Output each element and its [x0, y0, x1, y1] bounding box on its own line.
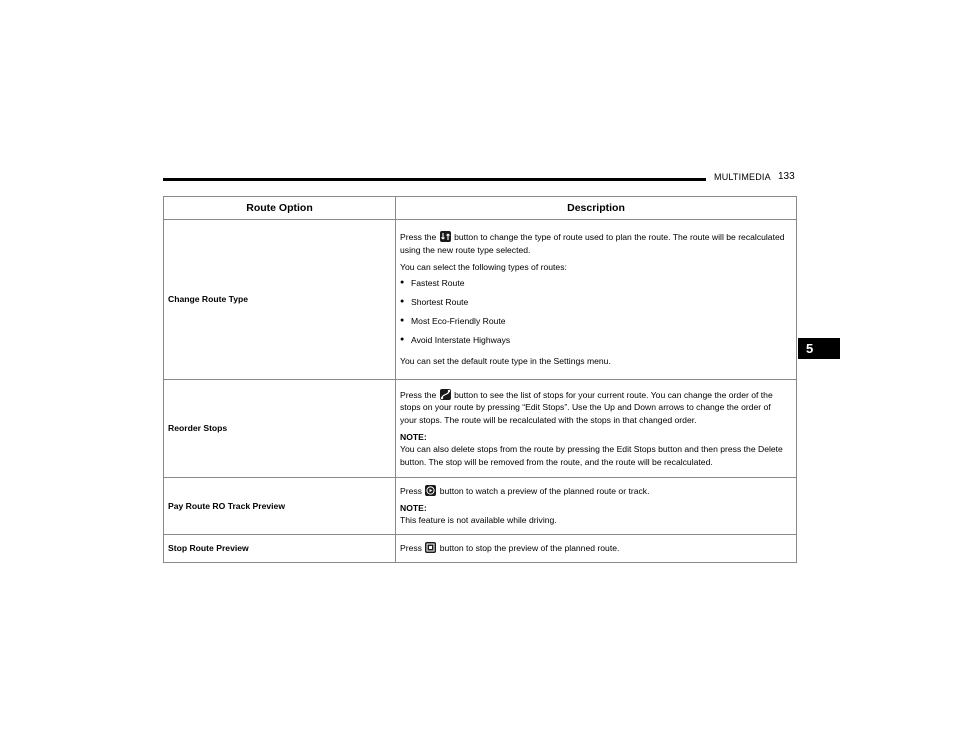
route-options-table [163, 196, 797, 563]
description-text: Press the [400, 389, 437, 400]
route-type-list [400, 277, 788, 353]
table-row [164, 380, 797, 478]
list-item: ● Most Eco-Friendly Route [400, 315, 788, 334]
description-cell [396, 535, 797, 563]
note-label: NOTE: [400, 502, 427, 513]
column-header-route-option: Route Option [164, 197, 396, 220]
route-type-icon [440, 231, 451, 242]
description-text: button to see the list of stops for your current route. You can change the order of the stops on your route by pressing “Edit Stops”. Use the Up and Down arrows to change the order of your stops. The route will be recalculated with the stops in that changed order. [400, 389, 773, 425]
route-option-reorder-stops: Reorder Stops [164, 380, 396, 478]
header-rule [163, 178, 706, 181]
chapter-tab: 5 [798, 338, 840, 359]
route-option-stop-preview: Stop Route Preview [164, 535, 396, 563]
stop-preview-icon [425, 542, 436, 553]
description-text: Press the [400, 232, 437, 243]
description-cell [396, 220, 797, 380]
reorder-stops-icon [440, 389, 451, 400]
route-types-intro: You can select the following types of routes: [400, 261, 567, 272]
note-text: You can also delete stops from the route by pressing the Edit Stops button and then press the Delete button. The stop will be removed from the route, and the route will be recalculated. [400, 444, 783, 467]
note-label: NOTE: [400, 431, 427, 442]
section-title: MULTIMEDIA [714, 172, 771, 182]
description-text: button to stop the preview of the planned route. [439, 543, 620, 554]
table-row [164, 220, 797, 380]
description-text: Press [400, 543, 422, 554]
column-header-description: Description [396, 197, 797, 220]
table-row [164, 478, 797, 535]
page-number: 133 [778, 171, 795, 182]
route-option-change-route-type: Change Route Type [164, 220, 396, 380]
description-cell [396, 380, 797, 478]
list-item: ● Avoid Interstate Highways [400, 334, 788, 353]
description-text: button to watch a preview of the planned route or track. [439, 486, 650, 497]
note-text: This feature is not available while driving. [400, 515, 557, 526]
list-item: ● Shortest Route [400, 296, 788, 315]
description-text: button to change the type of route used to plan the route. The route will be recalculated using the new route type selected. [400, 232, 785, 255]
table-header-row [164, 197, 797, 220]
play-preview-icon [425, 485, 436, 496]
table-row [164, 535, 797, 563]
description-cell [396, 478, 797, 535]
description-text: Press [400, 486, 422, 497]
list-item: ● Fastest Route [400, 277, 788, 296]
route-types-footer: You can set the default route type in the Settings menu. [400, 356, 611, 367]
route-option-play-preview: Pay Route RO Track Preview [164, 478, 396, 535]
